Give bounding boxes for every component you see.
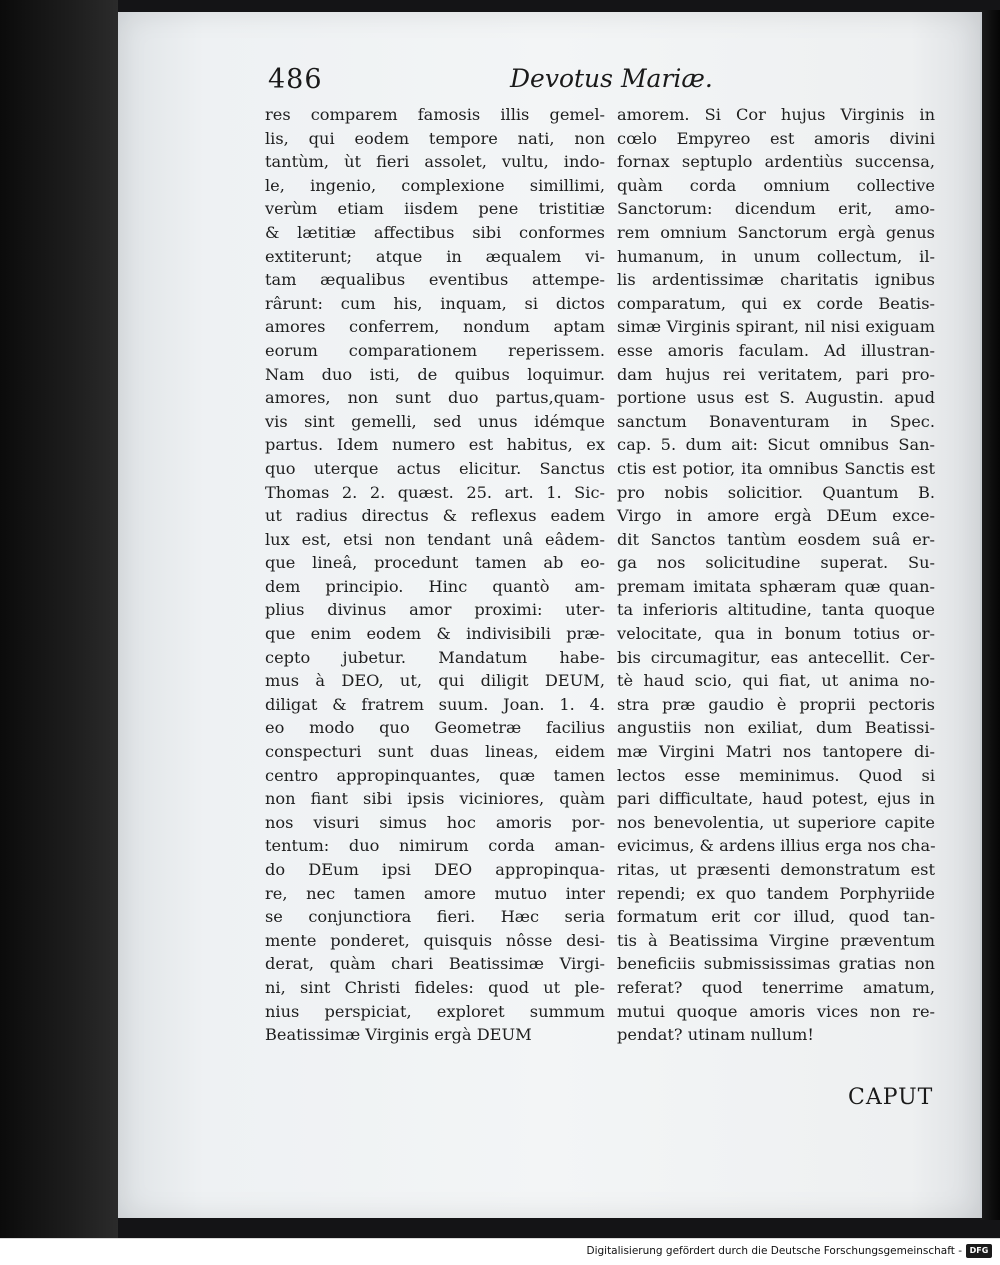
left-column-line: diligat & fratrem suum. Joan. 1. 4. — [265, 694, 605, 714]
left-column-line: lux est, etsi non tendant unâ eâdem- — [265, 529, 605, 549]
left-column-line: amores, non sunt duo partus,quam- — [265, 388, 605, 408]
right-column-line: ctis est potior, ita omnibus Sanctis est — [617, 458, 935, 478]
left-column-line: lis, qui eodem tempore nati, non — [265, 128, 605, 148]
right-column-line: mutui quoque amoris vices non re- — [617, 1001, 935, 1021]
left-column-line: Beatissimæ Virginis ergà DEUM — [265, 1025, 532, 1045]
right-column-line: esse amoris faculam. Ad illustran- — [617, 340, 935, 360]
right-column-line: cap. 5. dum ait: Sicut omnibus San- — [617, 435, 935, 455]
right-column-line: dit Sanctos tantùm eosdem suâ er- — [617, 529, 935, 549]
left-column-line: mente ponderet, quisquis nôsse desi- — [265, 930, 605, 950]
left-column-line: centro appropinquantes, quæ tamen — [265, 765, 605, 785]
right-column-line: tè haud scio, qui fiat, ut anima no- — [617, 671, 935, 691]
right-column-line: lis ardentissimæ charitatis ignibus — [617, 270, 935, 290]
left-column-line: mus à DEO, ut, qui diligit DEUM, — [265, 671, 605, 691]
right-column-line: premam imitata sphæram quæ quan- — [617, 576, 935, 596]
left-column-line: quo uterque actus elicitur. Sanctus — [265, 458, 605, 478]
left-column-line: extiterunt; atque in æqualem vi- — [265, 246, 605, 266]
right-column-line: lectos esse meminimus. Quod si — [617, 765, 935, 785]
left-column-line: conspecturi sunt duas lineas, eidem — [265, 742, 605, 762]
left-column-line: res comparem famosis illis gemel- — [265, 105, 605, 124]
right-column-line: mæ Virgini Matri nos tantopere di- — [617, 742, 935, 762]
left-column-line: eo modo quo Geometræ facilius — [265, 718, 605, 738]
left-column-line: nos visuri simus hoc amoris por- — [265, 812, 605, 832]
left-column-line: eorum comparationem reperissem. — [265, 340, 605, 360]
left-column-line: ut radius directus & reflexus eadem — [265, 506, 605, 526]
left-column-line: se conjunctiora fieri. Hæc seria — [265, 907, 605, 927]
right-column-line: amorem. Si Cor hujus Virginis in — [617, 105, 935, 124]
left-column-line: cepto jubetur. Mandatum habe- — [265, 647, 605, 667]
running-title: Devotus Mariæ. — [510, 64, 713, 93]
left-column-line: tantùm, ùt fieri assolet, vultu, indo- — [265, 152, 605, 172]
right-column-line: cœlo Empyreo est amoris divini — [617, 128, 935, 148]
right-column-line: velocitate, qua in bonum totius or- — [617, 624, 935, 644]
book-binding-shadow — [0, 0, 118, 1238]
left-column-line: do DEum ipsi DEO appropinqua- — [265, 860, 605, 879]
catchword: CAPUT — [848, 1085, 934, 1110]
left-column-line: que lineâ, procedunt tamen ab eo- — [265, 553, 605, 573]
page-number: 486 — [268, 64, 323, 95]
right-column-line: simæ Virginis spirant, nil nisi exiguam — [617, 317, 935, 337]
left-column-line: non fiant sibi ipsis viciniores, quàm — [265, 789, 605, 809]
text-column-right — [617, 103, 935, 1047]
right-column-line: pro nobis solicitior. Quantum B. — [617, 482, 935, 502]
page-header — [268, 64, 713, 104]
right-column-line: evicimus, & ardens illius erga nos cha- — [617, 836, 936, 856]
right-column-line: quàm corda omnium collective — [617, 175, 935, 195]
left-column-line: rârunt: cum his, inquam, si dictos — [265, 293, 605, 313]
right-column-line: Sanctorum: dicendum erit, amo- — [617, 199, 935, 219]
text-column-left — [265, 103, 605, 1047]
left-column-line: ni, sint Christi fideles: quod ut ple- — [265, 977, 605, 997]
right-column-line: stra præ gaudio è proprii pectoris — [617, 694, 935, 714]
left-column-line: re, nec tamen amore mutuo inter — [265, 883, 605, 903]
right-column-line: formatum erit cor illud, quod tan- — [617, 907, 935, 927]
right-column-line: rependi; ex quo tandem Porphyriide — [617, 883, 935, 903]
right-column-line: fornax septuplo ardentiùs succensa, — [617, 152, 935, 172]
footer-credit-text: Digitalisierung gefördert durch die Deutsche Forschungsgemeinschaft - — [586, 1245, 962, 1257]
left-column-line: vis sint gemelli, sed unus idémque — [265, 411, 605, 431]
right-column-line: rem omnium Sanctorum ergà genus — [617, 222, 935, 242]
right-column-line: humanum, in unum collectum, il- — [617, 246, 935, 266]
left-column-line: & lætitiæ affectibus sibi conformes — [265, 222, 605, 242]
left-column-line: dem principio. Hinc quantò am- — [265, 576, 605, 596]
right-column-line: nos benevolentia, ut superiore capite — [617, 812, 935, 832]
right-column-line: angustiis non exiliat, dum Beatissi- — [617, 718, 935, 738]
left-column-line: partus. Idem numero est habitus, ex — [265, 435, 605, 455]
left-column-line: Thomas 2. 2. quæst. 25. art. 1. Sic- — [265, 482, 605, 502]
left-column-line: tentum: duo nimirum corda aman- — [265, 836, 605, 856]
right-column-line: beneficiis submississimas gratias non — [617, 954, 935, 974]
right-column-line: pari difficultate, haud potest, ejus in — [617, 789, 935, 809]
right-column-line: referat? quod tenerrime amatum, — [617, 977, 935, 997]
right-column-line: dam hujus rei veritatem, pari pro- — [617, 364, 935, 384]
dfg-logo-icon: DFG — [966, 1244, 992, 1258]
left-column-line: le, ingenio, complexione simillimi, — [265, 175, 605, 195]
left-column-line: tam æqualibus eventibus attempe- — [265, 270, 605, 290]
right-column-line: bis circumagitur, eas antecellit. Cer- — [617, 647, 935, 667]
right-column-line: portione usus est S. Augustin. apud — [617, 388, 935, 408]
right-column-line: ga nos solicitudine superat. Su- — [617, 553, 935, 573]
right-column-line: comparatum, qui ex corde Beatis- — [617, 293, 935, 313]
left-column-line: plius divinus amor proximi: uter- — [265, 600, 605, 620]
right-column-line: tis à Beatissima Virgine præventum — [617, 930, 935, 950]
page-edge-shadow — [980, 10, 1000, 1220]
right-column-line: ta inferioris altitudine, tanta quoque — [617, 600, 935, 620]
left-column-line: nius perspiciat, exploret summum — [265, 1001, 605, 1021]
left-column-line: Nam duo isti, de quibus loquimur. — [265, 364, 605, 384]
left-column-line: amores conferrem, nondum aptam — [265, 317, 605, 337]
digitization-footer — [0, 1238, 1000, 1265]
left-column-line: que enim eodem & indivisibili præ- — [265, 624, 605, 644]
left-column-line: derat, quàm chari Beatissimæ Virgi- — [265, 954, 605, 974]
left-column-line: verùm etiam iisdem pene tristitiæ — [265, 199, 605, 219]
right-column-line: ritas, ut præsenti demonstratum est — [617, 860, 935, 879]
right-column-line: pendat? utinam nullum! — [617, 1025, 814, 1045]
right-column-line: Virgo in amore ergà DEum exce- — [617, 506, 935, 526]
right-column-line: sanctum Bonaventuram in Spec. — [617, 411, 935, 431]
